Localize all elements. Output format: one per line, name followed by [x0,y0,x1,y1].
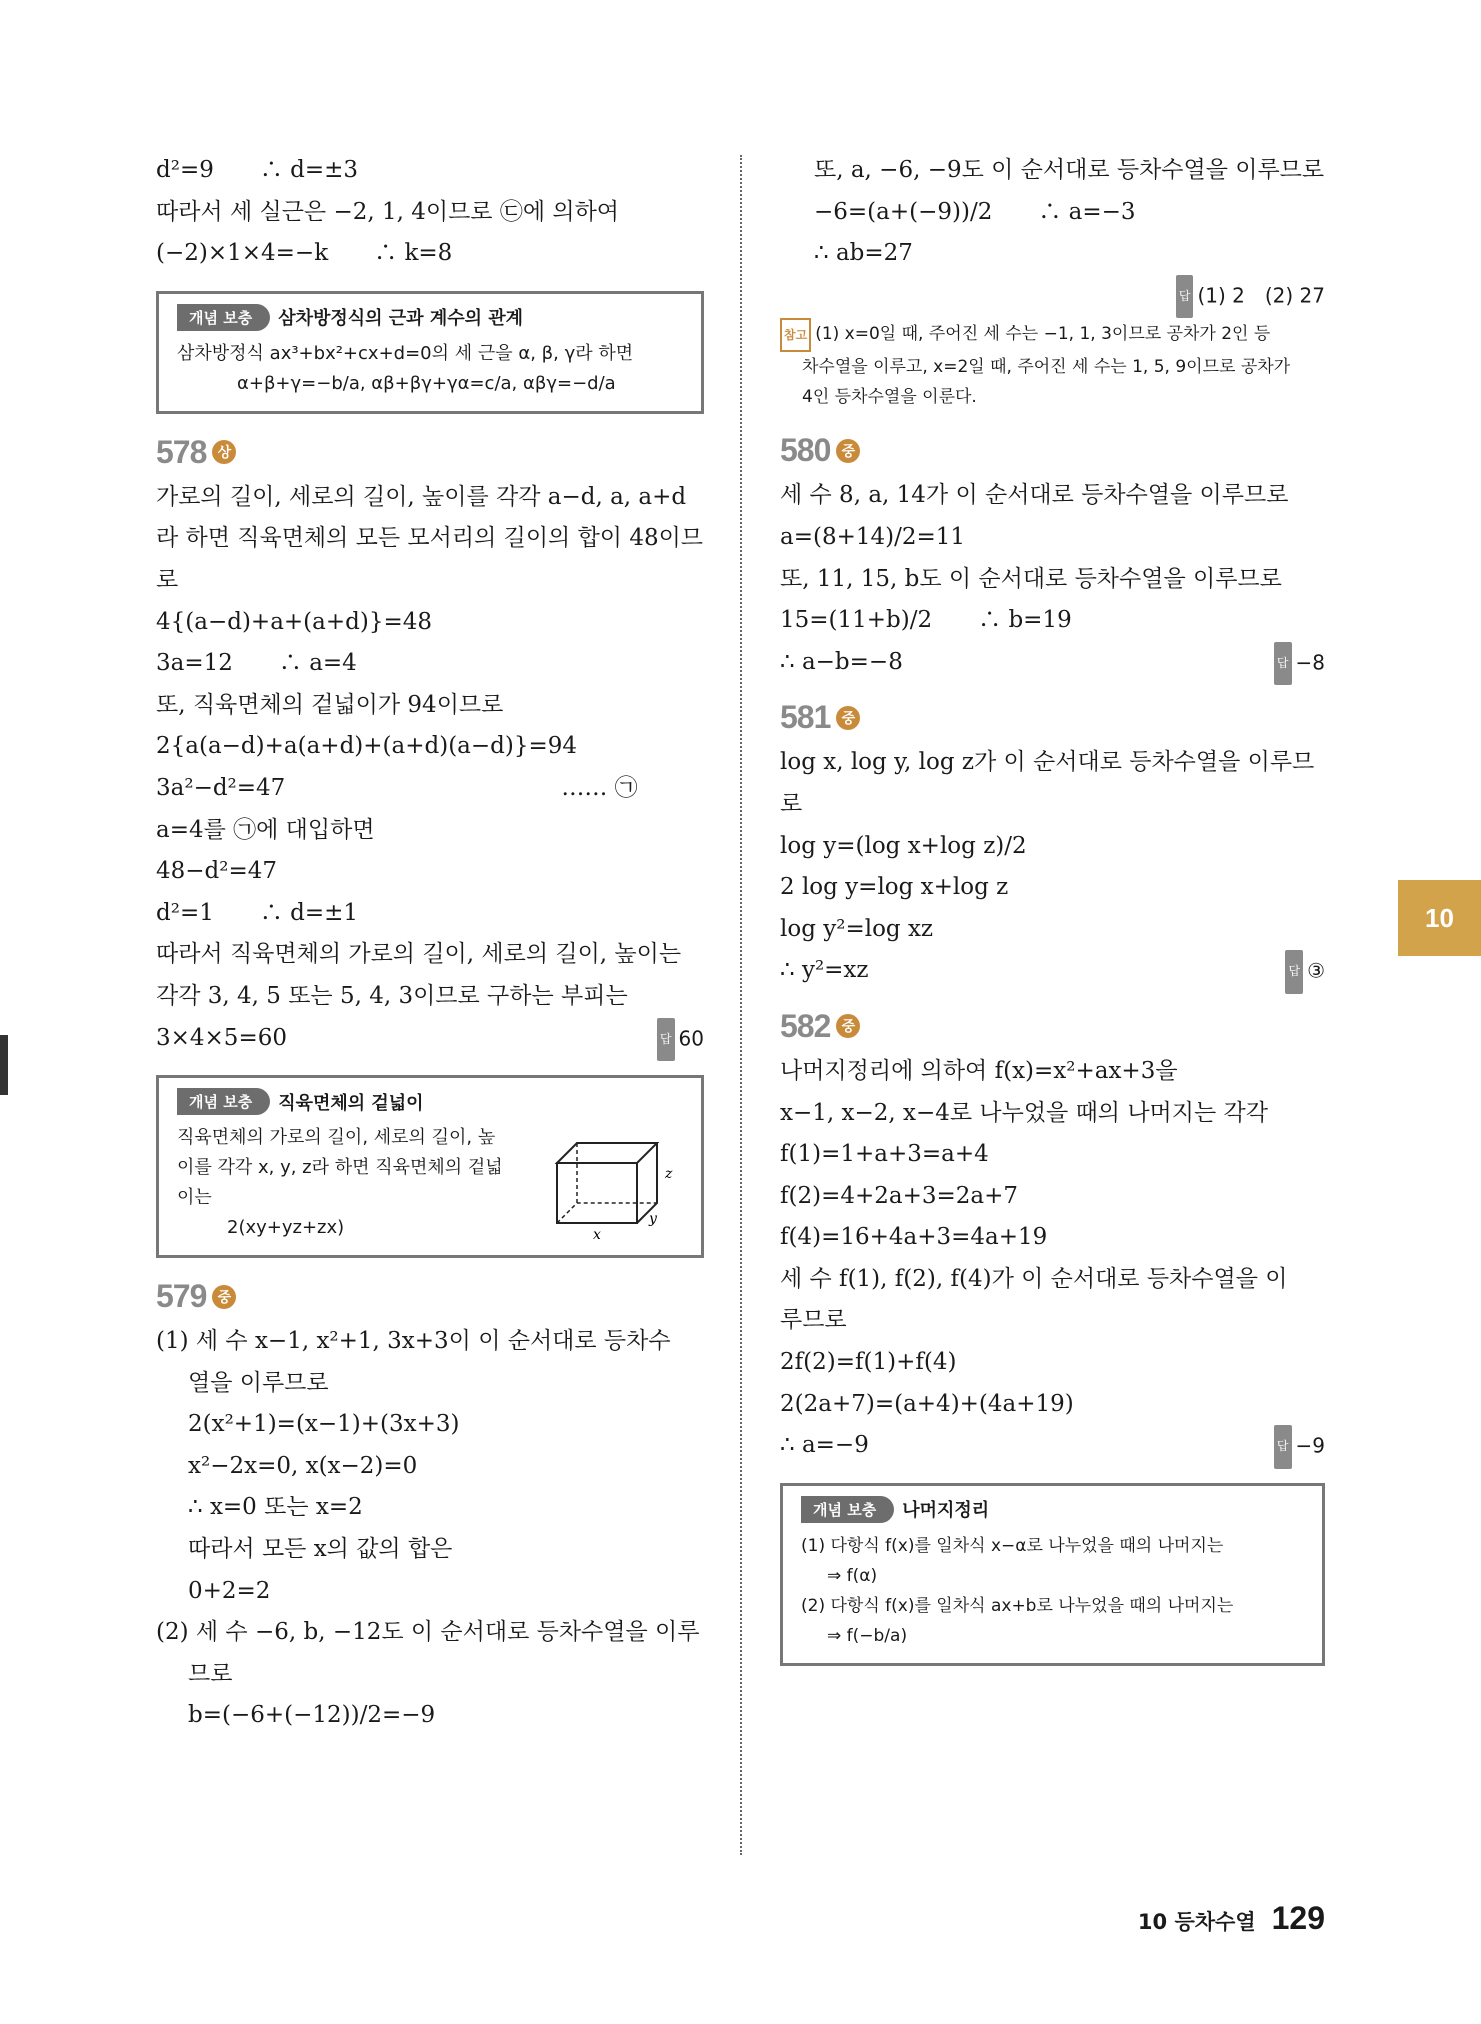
solution-line: 가로의 길이, 세로의 길이, 높이를 각각 a−d, a, a+d [156,483,687,510]
solution-line: (1) 세 수 x−1, x²+1, 3x+3이 이 순서대로 등차수 [156,1328,671,1355]
answer-value: 60 [678,1025,704,1050]
solution-line: 4{(a−d)+a+(a+d)}=48 [156,608,432,635]
solution-line: a=(8+14)/2=11 [780,523,966,550]
note-line: 4인 등차수열을 이룬다. [802,387,977,408]
solution-line [780,642,1325,684]
concept-line: 삼차방정식 ax³+bx²+cx+d=0의 세 근을 α, β, γ라 하면 [177,342,634,364]
answer [1285,950,1325,994]
label-x: x [593,1227,601,1244]
concept-line: 이를 각각 x, y, z라 하면 직육면체의 겉넓 [177,1157,503,1179]
difficulty-badge: 중 [836,706,860,730]
answer-mark: 답 [1274,642,1292,686]
solution-line: 2 log y=log x+log z [780,874,1009,901]
solution-text: ∴ a=−9 [780,1432,869,1459]
concept-title: 나머지정리 [902,1500,990,1522]
reference-note [780,318,1325,412]
page-number: 129 [1271,1900,1325,1936]
solution-line: log x, log y, log z가 이 순서대로 등차수열을 이루므 [780,749,1315,776]
answer [1176,275,1325,319]
problem-header-578 [156,434,704,471]
solution-line: log y²=log xz [780,915,934,942]
intro-line: d²=9 ∴ d=±3 [156,157,359,183]
chapter-title: 10 등차수열 [1137,1910,1256,1934]
concept-line: α+β+γ=−b/a, αβ+βγ+γα=c/a, αβγ=−d/a [237,372,616,394]
solution-line: ∴ ab=27 [814,240,913,267]
problem-582-body [780,1051,1325,1467]
problem-number: 582 [780,1007,831,1044]
column-divider [740,155,742,1855]
answer-mark: 답 [1285,950,1303,994]
concept-line: 이는 [177,1187,212,1209]
solution-line: 2{a(a−d)+a(a+d)+(a+d)(a−d)}=94 [156,733,578,760]
solution-line: 세 수 f(1), f(2), f(4)가 이 순서대로 등차수열을 이 [780,1265,1288,1292]
solution-line: x²−2x=0, x(x−2)=0 [188,1452,418,1479]
solution-line: 48−d²=47 [156,858,278,885]
solution-line: x−1, x−2, x−4로 나누었을 때의 나머지는 각각 [780,1099,1268,1126]
problem-580-body [780,475,1325,683]
concept-line: 직육면체의 가로의 길이, 세로의 길이, 높 [177,1127,496,1149]
note-tag: 참고 [780,318,811,352]
solution-line: 로 [156,566,179,593]
concept-box-surface [156,1075,704,1258]
solution-line: f(1)=1+a+3=a+4 [780,1141,989,1168]
problem-number: 578 [156,433,207,470]
concept-box-cubic [156,291,704,414]
solution-line: f(4)=16+4a+3=4a+19 [780,1224,1048,1251]
problem-header-581 [780,699,1325,736]
solution-line: 또, 직육면체의 겉넓이가 94이므로 [156,691,504,718]
difficulty-badge: 상 [212,440,236,464]
left-column [156,150,704,1737]
difficulty-badge: 중 [212,1285,236,1309]
intro-line: (−2)×1×4=−k ∴ k=8 [156,240,453,267]
note-line: (1) x=0일 때, 주어진 세 수는 −1, 1, 3이므로 공차가 2인 등 [815,324,1271,345]
solution-line: log y=(log x+log z)/2 [780,832,1027,859]
problem-number: 579 [156,1278,207,1315]
concept-box-remainder [780,1483,1325,1666]
difficulty-badge: 중 [836,439,860,463]
concept-line: ⇒ f(−b/a) [827,1625,908,1646]
concept-tag: 개념 보충 [177,1088,270,1115]
solution-line [156,1018,704,1060]
problem-581-body [780,742,1325,992]
solution-line: 15=(11+b)/2 ∴ b=19 [780,607,1072,634]
solution-line: a=4를 ㉠에 대입하면 [156,816,375,843]
right-column [780,150,1325,1686]
answer-value: ③ [1307,958,1325,983]
concept-tag: 개념 보충 [177,304,270,331]
solution-line: 므로 [188,1660,233,1687]
solution-line: f(2)=4+2a+3=2a+7 [780,1182,1019,1209]
solution-line: 각각 3, 4, 5 또는 5, 4, 3이므로 구하는 부피는 [156,982,628,1009]
solution-line: 라 하면 직육면체의 모든 모서리의 길이의 합이 48이므 [156,525,704,552]
answer [1274,1425,1325,1469]
answer-row [780,275,1325,319]
concept-line: (1) 다항식 f(x)를 일차식 x−α로 나누었을 때의 나머지는 [801,1535,1224,1556]
label-y: y [649,1211,657,1228]
concept-line: 2(xy+yz+zx) [227,1217,345,1239]
solution-line: 2(x²+1)=(x−1)+(3x+3) [188,1411,460,1438]
solution-text: 3×4×5=60 [156,1024,287,1051]
solution-line: 0+2=2 [188,1577,271,1604]
solution-line: d²=1 ∴ d=±1 [156,899,359,926]
concept-tag: 개념 보충 [801,1496,894,1523]
concept-line: ⇒ f(α) [827,1565,878,1586]
concept-title: 삼차방정식의 근과 계수의 관계 [278,308,524,330]
intro-line: 따라서 세 실근은 −2, 1, 4이므로 ㉢에 의하여 [156,198,620,225]
solution-line: 3a²−d²=47 …… ㉠ [156,774,638,801]
solution-text: ∴ a−b=−8 [780,648,903,675]
label-z: z [665,1166,673,1183]
solution-line: 따라서 직육면체의 가로의 길이, 세로의 길이, 높이는 [156,941,682,968]
answer-value: (1) 2 (2) 27 [1197,283,1325,308]
answer [657,1018,704,1062]
answer [1274,642,1325,686]
solution-line: 세 수 8, a, 14가 이 순서대로 등차수열을 이루므로 [780,482,1289,509]
problem-579-body [156,1321,704,1737]
solution-line: (2) 세 수 −6, b, −12도 이 순서대로 등차수열을 이루 [156,1619,700,1646]
concept-line: (2) 다항식 f(x)를 일차식 ax+b로 나누었을 때의 나머지는 [801,1595,1234,1616]
solution-line: 2(2a+7)=(a+4)+(4a+19) [780,1390,1074,1417]
problem-number: 580 [780,432,831,469]
solution-line: ∴ x=0 또는 x=2 [188,1494,363,1521]
solution-line: 또, 11, 15, b도 이 순서대로 등차수열을 이루므로 [780,565,1282,592]
solution-line: −6=(a+(−9))/2 ∴ a=−3 [814,198,1136,225]
solution-line: 열을 이루므로 [188,1369,329,1396]
solution-line: 따라서 모든 x의 값의 합은 [188,1536,453,1563]
solution-line [780,1425,1325,1467]
problem-578-body [156,477,704,1059]
solution-text: ∴ y²=xz [780,957,869,984]
edge-mark [0,1035,8,1095]
answer-value: −9 [1295,1433,1325,1458]
solution-line: 3a=12 ∴ a=4 [156,650,357,677]
problem-number: 581 [780,699,831,736]
problem-header-579 [156,1278,704,1315]
problem-header-580 [780,432,1325,469]
solution-line: 나머지정리에 의하여 f(x)=x²+ax+3을 [780,1057,1178,1084]
solution-line: 2f(2)=f(1)+f(4) [780,1349,957,1376]
concept-title: 직육면체의 겉넓이 [278,1092,424,1114]
answer-mark: 답 [657,1018,675,1062]
solution-line: 로 [780,790,803,817]
chapter-side-tab: 10 [1398,880,1481,956]
answer-value: −8 [1295,650,1325,675]
answer-mark: 답 [1176,275,1194,319]
solution-line: b=(−6+(−12))/2=−9 [188,1702,436,1729]
cuboid-diagram [547,1123,687,1243]
note-line: 차수열을 이루고, x=2일 때, 주어진 세 수는 1, 5, 9이므로 공차가 [802,357,1291,378]
solution-line: 루므로 [780,1307,847,1334]
answer-mark: 답 [1274,1425,1292,1469]
solution-line: 또, a, −6, −9도 이 순서대로 등차수열을 이루므로 [814,157,1325,183]
page-footer [1138,1900,1325,1937]
difficulty-badge: 중 [836,1014,860,1038]
problem-header-582 [780,1008,1325,1045]
solution-line [780,950,1325,992]
